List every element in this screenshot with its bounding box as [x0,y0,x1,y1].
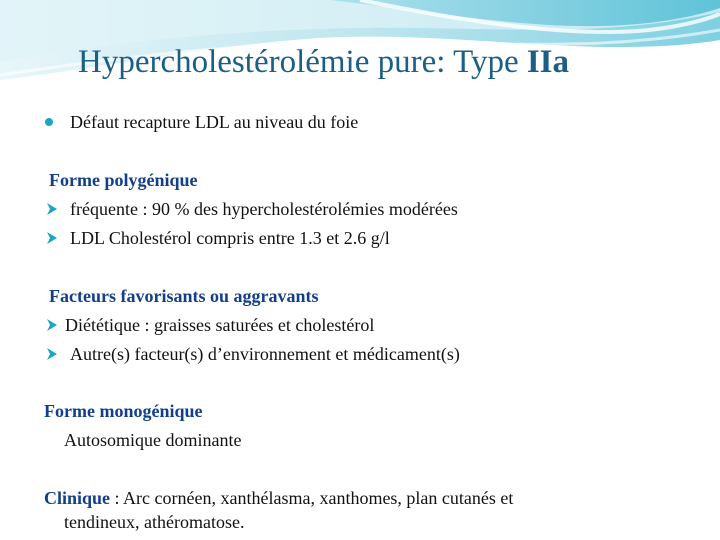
arrow-bullet-icon [46,318,58,332]
section-heading-polygenique: Forme polygénique [49,170,198,190]
clinique-text-continued: tendineux, athéromatose. [64,512,245,532]
clinique-text: : Arc cornéen, xanthélasma, xanthomes, plan cutanés et [110,488,514,508]
bullet-text: Défaut recapture LDL au niveau du foie [70,112,359,132]
list-item: Diététique : graisses saturées et cholestérol [65,315,375,335]
section-heading-monogenique: Forme monogénique [44,401,203,421]
slide-title [78,44,698,81]
clinique-label: Clinique [44,488,111,508]
list-item: Autre(s) facteur(s) d’environnement et médicament(s) [70,344,460,364]
list-item: LDL Cholestérol compris entre 1.3 et 2.6 g/l [70,228,390,248]
arrow-bullet-icon [46,231,58,245]
clinique-line [44,488,513,509]
monogenique-detail: Autosomique dominante [64,430,242,450]
list-item: fréquente : 90 % des hypercholestérolémies modérées [70,199,458,219]
arrow-bullet-icon [46,202,58,216]
round-bullet-icon [45,118,53,126]
title-text: Hypercholestérolémie pure: Type [78,44,527,80]
arrow-bullet-icon [46,347,58,361]
title-bold: IIa [526,44,570,80]
section-heading-facteurs: Facteurs favorisants ou aggravants [49,286,319,306]
